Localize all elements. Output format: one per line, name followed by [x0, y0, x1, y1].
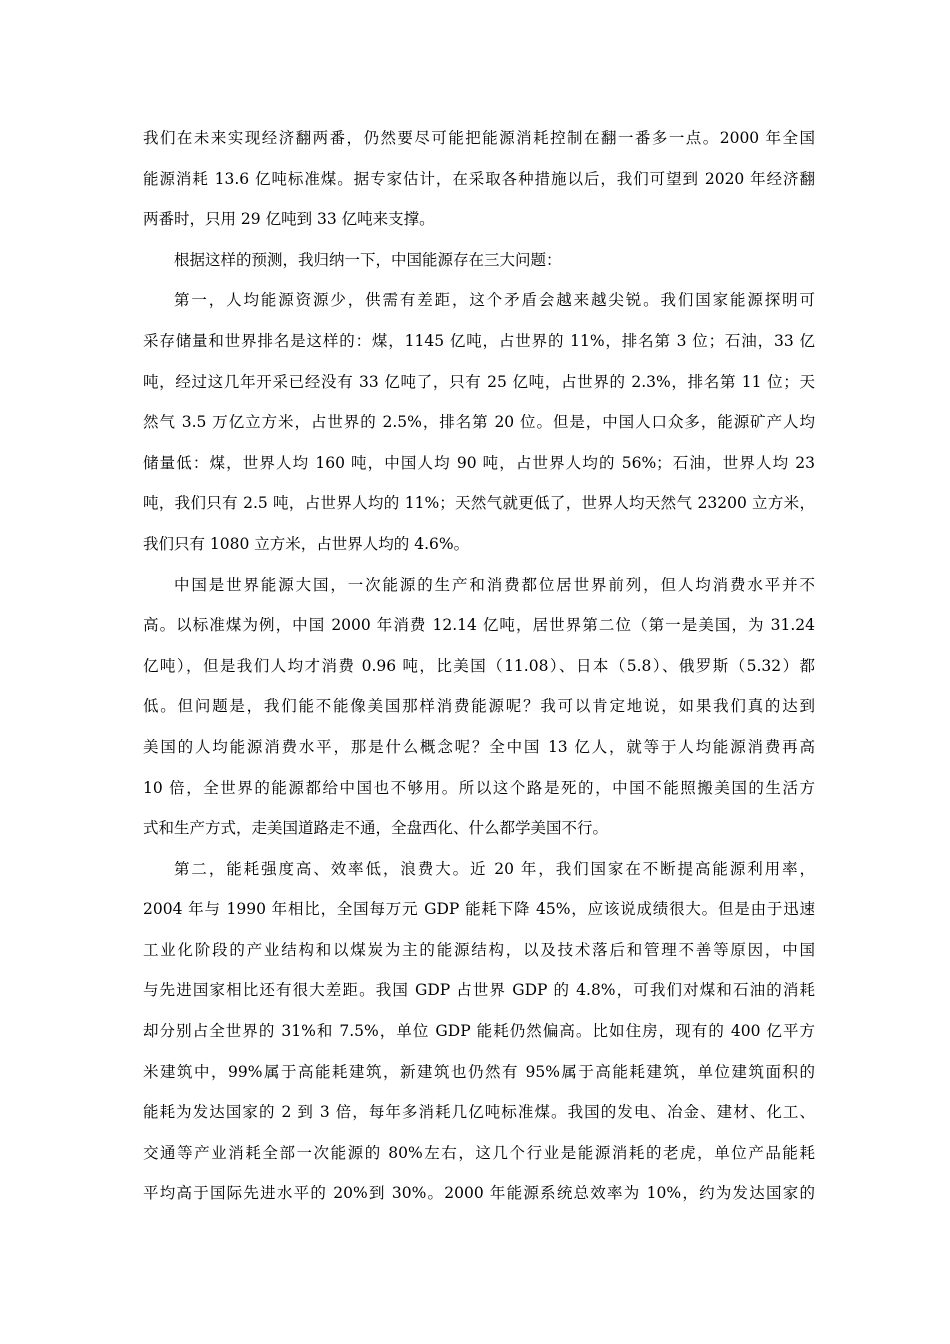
- text-line: 米建筑中，99%属于高能耗建筑，新建筑也仍然有 95%属于高能耗建筑，单位建筑面积的: [143, 1062, 815, 1081]
- text-line: 能源消耗 13.6 亿吨标准煤。据专家估计，在采取各种措施以后，我们可望到 2020 年经济翻: [143, 169, 815, 188]
- text-line: 吨，经过这几年开采已经没有 33 亿吨了，只有 25 亿吨，占世界的 2.3%，排名第 11 位；天: [143, 372, 815, 391]
- text-line: 2004 年与 1990 年相比，全国每万元 GDP 能耗下降 45%，应该说成绩很大。但是由于迅速: [143, 900, 815, 919]
- paragraph-5: [143, 849, 815, 1214]
- paragraph-2: [143, 240, 815, 281]
- text-line: 两番时，只用 29 亿吨到 33 亿吨来支撑。: [143, 210, 435, 229]
- text-line: 我们只有 1080 立方米，占世界人均的 4.6%。: [143, 534, 470, 553]
- text-line: 式和生产方式，走美国道路走不通，全盘西化、什么都学美国不行。: [143, 819, 609, 838]
- text-line: 吨，我们只有 2.5 吨，占世界人均的 11%；天然气就更低了，世界人均天然气 23200 立方米，: [143, 494, 815, 513]
- text-line: 美国的人均能源消费水平，那是什么概念呢？全中国 13 亿人，就等于人均能源消费再高: [143, 737, 815, 756]
- text-line: 高。以标准煤为例，中国 2000 年消费 12.14 亿吨，居世界第二位（第一是美国，为 31.24: [143, 616, 815, 635]
- text-line: 第一，人均能源资源少，供需有差距，这个矛盾会越来越尖锐。我们国家能源探明可: [174, 291, 815, 310]
- document-body: [143, 118, 815, 1214]
- text-line: 低。但问题是，我们能不能像美国那样消费能源呢？我可以肯定地说，如果我们真的达到: [143, 697, 815, 716]
- text-line: 交通等产业消耗全部一次能源的 80%左右，这几个行业是能源消耗的老虎，单位产品能耗: [143, 1143, 815, 1162]
- paragraph-4: [143, 565, 815, 849]
- text-line: 储量低：煤，世界人均 160 吨，中国人均 90 吨，占世界人均的 56%；石油，世界人均 23: [143, 453, 815, 472]
- text-line: 10 倍，全世界的能源都给中国也不够用。所以这个路是死的，中国不能照搬美国的生活方: [143, 778, 815, 797]
- paragraph-1: [143, 118, 815, 240]
- text-line: 第二，能耗强度高、效率低，浪费大。近 20 年，我们国家在不断提高能源利用率，: [174, 859, 815, 878]
- text-line: 根据这样的预测，我归纳一下，中国能源存在三大问题：: [174, 250, 562, 269]
- text-line: 平均高于国际先进水平的 20%到 30%。2000 年能源系统总效率为 10%，约为发达国家的: [143, 1184, 815, 1203]
- text-line: 工业化阶段的产业结构和以煤炭为主的能源结构，以及技术落后和管理不善等原因，中国: [143, 940, 815, 959]
- paragraph-3: [143, 280, 815, 564]
- text-line: 亿吨），但是我们人均才消费 0.96 吨，比美国（11.08）、日本（5.8）、俄罗斯（5.32）都: [143, 656, 815, 675]
- text-line: 能耗为发达国家的 2 到 3 倍，每年多消耗几亿吨标准煤。我国的发电、冶金、建材、化工、: [143, 1103, 815, 1122]
- text-line: 我们在未来实现经济翻两番，仍然要尽可能把能源消耗控制在翻一番多一点。2000 年全国: [143, 129, 815, 147]
- text-line: 却分别占全世界的 31%和 7.5%，单位 GDP 能耗仍然偏高。比如住房，现有的 400 亿平方: [143, 1022, 815, 1041]
- text-line: 采存储量和世界排名是这样的：煤，1145 亿吨，占世界的 11%，排名第 3 位；石油，33 亿: [143, 331, 815, 350]
- text-line: 与先进国家相比还有很大差距。我国 GDP 占世界 GDP 的 4.8%，可我们对煤和石油的消耗: [143, 981, 815, 1000]
- text-line: 然气 3.5 万亿立方米，占世界的 2.5%，排名第 20 位。但是，中国人口众多，能源矿产人均: [143, 413, 815, 432]
- text-line: 中国是世界能源大国，一次能源的生产和消费都位居世界前列，但人均消费水平并不: [174, 575, 815, 594]
